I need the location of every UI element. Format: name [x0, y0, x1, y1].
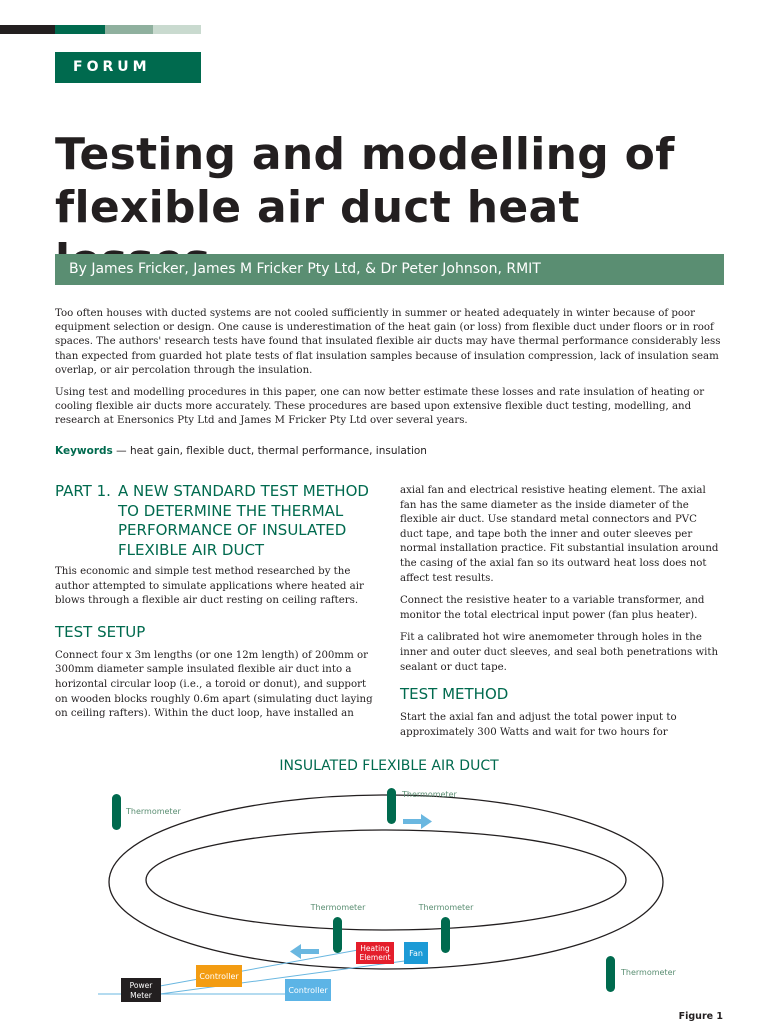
part1-heading: [55, 482, 375, 560]
test-method-paragraph: Start the axial fan and adjust the total power input to approximately 300 Watts and wait for two hours for: [400, 712, 677, 738]
title-line-1: Testing and modelling of: [55, 129, 675, 180]
intro-paragraph-2: Using test and modelling procedures in this paper, one can now better estimate these losses and rate insulation of heating or cooling flexible air ducts more accurately. These procedures are based upon extensive flexible duct testing, modelling, and research at Enersonics Pty Ltd and James M Fricker Pty Ltd over several years.: [55, 387, 705, 427]
intro-paragraph-1: Too often houses with ducted systems are not cooled sufficiently in summer or heated adequately in winter because of poor equipment selection or design. One cause is underestimation of the heat gain (or loss) from flexible duct under floors or in roof spaces. The authors' research tests have found that insulated flexible air ducts may have thermal performance considerably less than expected from guarded hot plate tests of flat insulation samples because of insulation compression, lack of insulation seam overlap, or air percolation through the insulation.: [55, 308, 721, 376]
thermometer-label-bottom-left: Thermometer: [310, 903, 366, 912]
thermometer-top-center: [387, 788, 396, 824]
left-column: [55, 482, 375, 730]
flow-arrow-right-icon: [403, 814, 432, 829]
fan-controller-label: Controller: [288, 986, 328, 995]
title-line-2: flexible air duct heat: [55, 182, 580, 233]
test-method-heading: TEST METHOD: [400, 685, 509, 704]
right-paragraph-3: Fit a calibrated hot wire anemometer through holes in the inner and outer duct sleeves, and seal both penetrations with sealant or duct tape.: [400, 632, 719, 673]
right-paragraph-1: axial fan and electrical resistive heating element. The axial fan has the same diameter as the inside diameter of the flexible air duct. Use standard metal connectors and PVC duct tape, and tape both the inner and outer sleeves per normal installation practice. Fit substantial insulation around the casing of the axial fan so its outward heat loss does not affect test results.: [400, 485, 719, 584]
thermometer-label-bottom-right: Thermometer: [418, 903, 474, 912]
keywords-text: — heat gain, flexible duct, thermal performance, insulation: [112, 445, 427, 457]
top-accent-bar-mid: [105, 25, 153, 34]
thermometer-label-top-center: Thermometer: [402, 790, 457, 799]
duct-inner-wall: [146, 830, 626, 930]
thermometer-outside: [606, 956, 615, 992]
figure-caption: Figure 1: [678, 1011, 723, 1022]
top-accent-bar-black: [0, 25, 55, 34]
flow-arrow-left-icon: [290, 944, 319, 959]
heating-element-label-2: Element: [359, 953, 391, 962]
thermometer-label-top-left: Thermometer: [126, 807, 181, 816]
part1-number: PART 1.: [55, 482, 111, 500]
right-paragraph-2: Connect the resistive heater to a variable transformer, and monitor the total electrical input power (fan plus heater).: [400, 595, 705, 621]
thermometer-top-left: [112, 794, 121, 830]
test-setup-paragraph: Connect four x 3m lengths (or one 12m length) of 200mm or 300mm diameter sample insulated flexible air duct into a horizontal circular loop (i.e., a toroid or donut), and support on wooden blocks roughly 0.6m apart (simulating duct laying on ceiling rafters). Within the duct loop, have installed an: [55, 649, 373, 720]
section-tag: FORUM: [55, 52, 201, 83]
author-byline: By James Fricker, James M Fricker Pty Ltd, & Dr Peter Johnson, RMIT: [55, 254, 724, 285]
heating-element-label-1: Heating: [360, 944, 390, 953]
thermometer-label-outside: Thermometer: [621, 968, 676, 977]
power-meter-label-1: Power: [129, 981, 153, 990]
figure-title: INSULATED FLEXIBLE AIR DUCT: [279, 758, 499, 774]
keywords-label: Keywords: [55, 445, 113, 457]
part1-paragraph: This economic and simple test method researched by the author attempted to simulate applications where heated air blows through a flexible air duct resting on ceiling rafters.: [55, 566, 364, 607]
power-meter-label-2: Meter: [130, 991, 152, 1000]
heater-controller-label: Controller: [199, 972, 239, 981]
top-accent-bar-light: [153, 25, 201, 34]
test-setup-heading: TEST SETUP: [55, 622, 146, 641]
duct-diagram-figure: [0, 748, 768, 1024]
thermometer-bottom-left: [333, 917, 342, 953]
thermometer-bottom-right: [441, 917, 450, 953]
part1-title: A NEW STANDARD TEST METHOD TO DETERMINE THE THERMAL PERFORMANCE OF INSULATED FLEXIBLE AIR DUCT: [118, 482, 369, 559]
right-column: [400, 484, 722, 748]
fan-label: Fan: [409, 949, 423, 958]
keywords-line: [55, 444, 735, 458]
top-accent-bar-green: [55, 25, 105, 34]
